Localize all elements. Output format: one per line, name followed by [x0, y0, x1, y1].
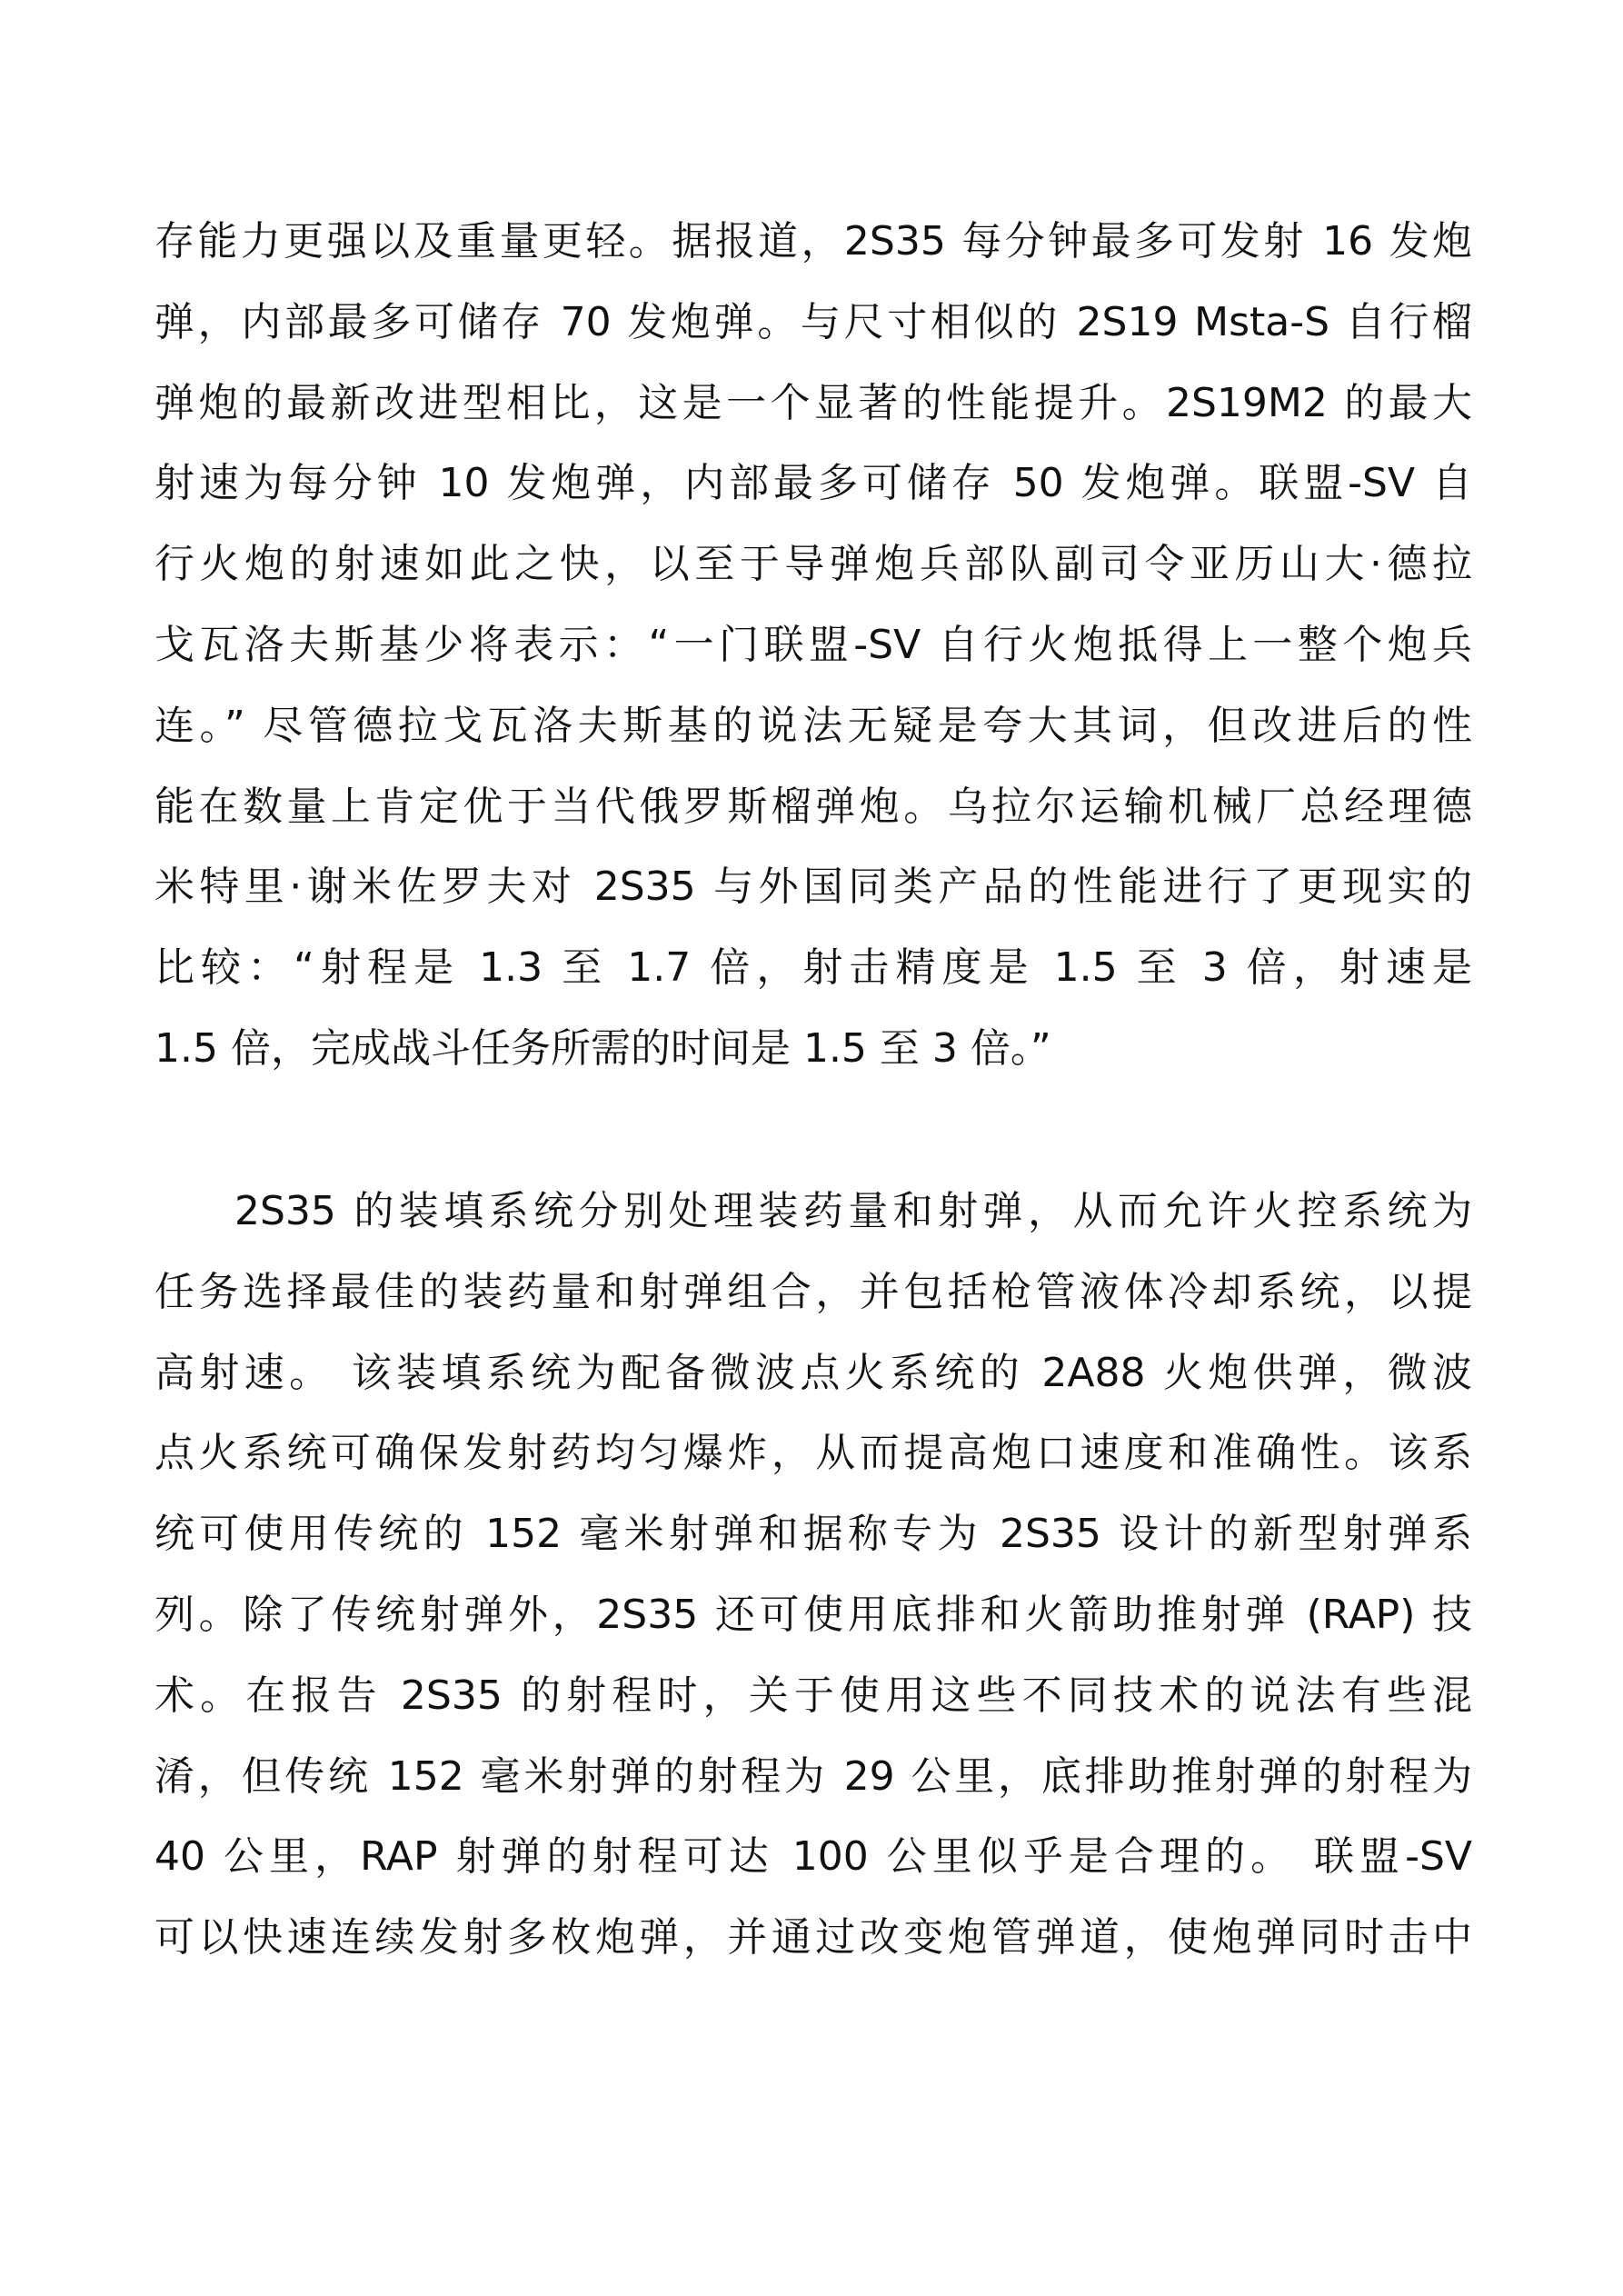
paragraph-line: 淆，但传统 152 毫米射弹的射程为 29 公里，底排助推射弹的射程为: [154, 1752, 1472, 1800]
paragraph-line: 射速为每分钟 10 发炮弹，内部最多可储存 50 发炮弹。联盟-SV 自: [154, 460, 1472, 507]
paragraph-line: 弹炮的最新改进型相比，这是一个显著的性能提升。2S19M2 的最大: [154, 379, 1472, 426]
paragraph-line: 比较：“射程是 1.3 至 1.7 倍，射击精度是 1.5 至 3 倍，射速是: [154, 944, 1472, 992]
paragraph-line: 2S35 的装填系统分别处理装药量和射弹，从而允许火控系统为: [234, 1188, 1472, 1234]
paragraph-line: 可以快速连续发射多枚炮弹，并通过改变炮管弹道，使炮弹同时击中: [154, 1914, 1472, 1962]
paragraph-line: 1.5 倍，完成战斗任务所需的时间是 1.5 至 3 倍。”: [154, 1024, 1051, 1072]
paragraph-line: 统可使用传统的 152 毫米射弹和据称专为 2S35 设计的新型射弹系: [154, 1511, 1472, 1558]
paragraph-line: 术。在报告 2S35 的射程时，关于使用这些不同技术的说法有些混: [154, 1672, 1472, 1719]
paragraph-line: 能在数量上肯定优于当代俄罗斯榴弹炮。乌拉尔运输机械厂总经理德: [154, 783, 1472, 830]
paragraph-line: 高射速。 该装填系统为配备微波点火系统的 2A88 火炮供弹，微波: [154, 1349, 1472, 1396]
paragraph-line: 列。除了传统射弹外，2S35 还可使用底排和火箭助推射弹 (RAP) 技: [154, 1591, 1472, 1638]
paragraph-line: 存能力更强以及重量更轻。据报道，2S35 每分钟最多可发射 16 发炮: [154, 218, 1472, 265]
paragraph-2: [154, 1172, 1472, 1979]
paragraph-1: [154, 202, 1472, 1090]
paragraph-line: 行火炮的射速如此之快，以至于导弹炮兵部队副司令亚历山大·德拉: [154, 541, 1472, 588]
paragraph-line: 戈瓦洛夫斯基少将表示：“一门联盟-SV 自行火炮抵得上一整个炮兵: [154, 621, 1472, 668]
paragraph-line: 连。” 尽管德拉戈瓦洛夫斯基的说法无疑是夸大其词，但改进后的性: [154, 702, 1472, 749]
paragraph-line: 弹，内部最多可储存 70 发炮弹。与尺寸相似的 2S19 Msta-S 自行榴: [154, 298, 1472, 345]
paragraph-line: 40 公里，RAP 射弹的射程可达 100 公里似乎是合理的。 联盟-SV: [154, 1833, 1472, 1881]
paragraph-line: 米特里·谢米佐罗夫对 2S35 与外国同类产品的性能进行了更现实的: [154, 863, 1472, 911]
paragraph-line: 点火系统可确保发射药均匀爆炸，从而提高炮口速度和准确性。该系: [154, 1430, 1472, 1477]
paragraph-line: 任务选择最佳的装药量和射弹组合，并包括枪管液体冷却系统，以提: [154, 1268, 1472, 1315]
